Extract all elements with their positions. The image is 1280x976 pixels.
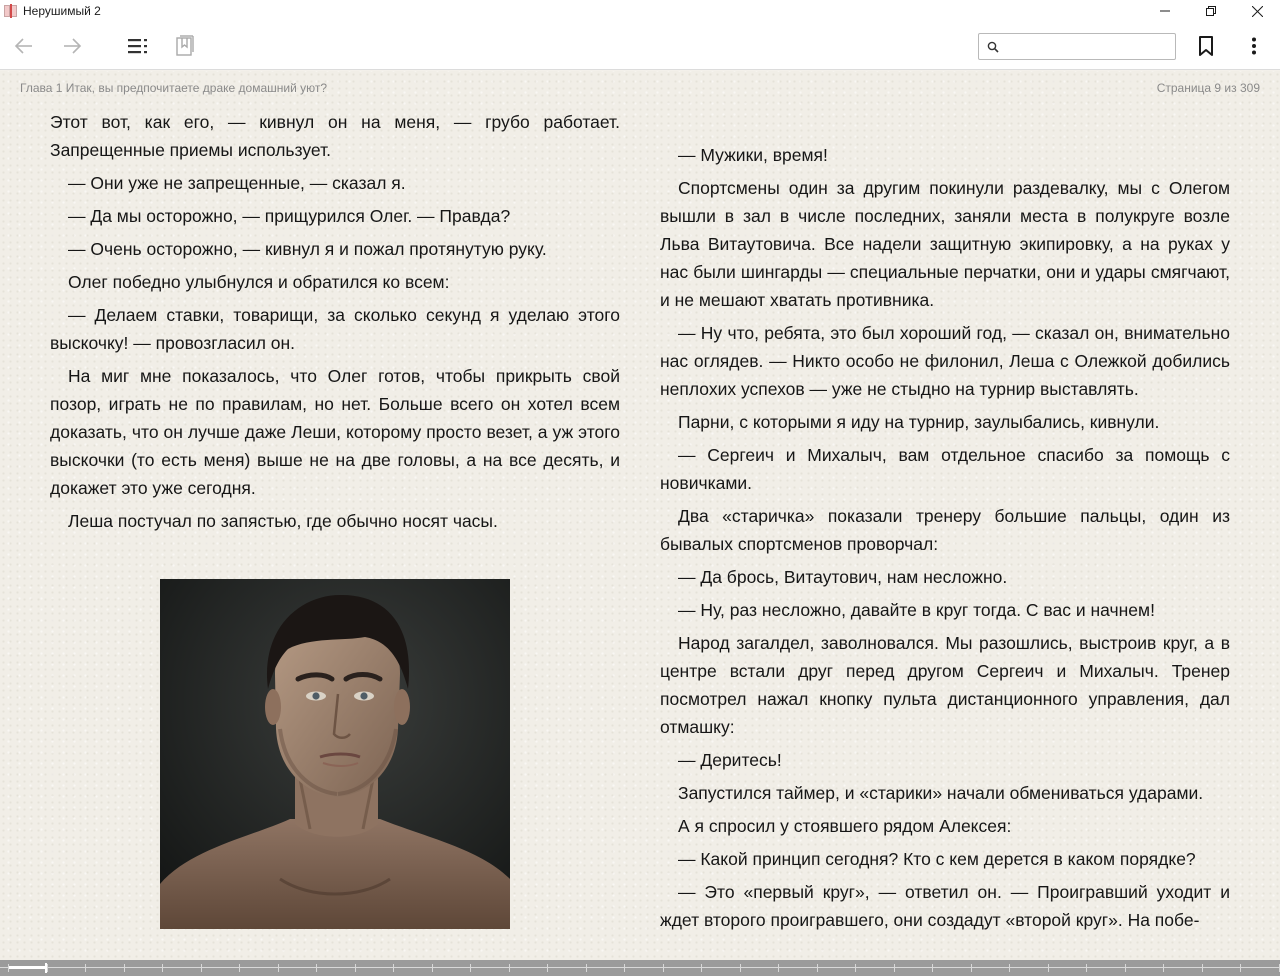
paragraph: — Это «первый круг», — ответил он. — Проигравший уходит и ждет второго проигравшего, они создадут «второй круг». На побе- bbox=[660, 882, 1230, 930]
paragraph: — Ну, раз несложно, давайте в круг тогда. С вас и начнем! bbox=[678, 600, 1155, 620]
search-icon bbox=[985, 38, 1001, 56]
toolbar bbox=[0, 22, 1280, 70]
minimize-button[interactable] bbox=[1142, 0, 1188, 22]
progress-tick bbox=[971, 964, 972, 972]
right-page-text bbox=[660, 141, 1230, 939]
reading-progress-bar[interactable] bbox=[0, 960, 1280, 976]
progress-tick bbox=[8, 964, 9, 972]
paragraph: — Какой принцип сегодня? Кто с кем дерется в каком порядке? bbox=[678, 849, 1196, 869]
more-vertical-icon bbox=[1251, 37, 1257, 55]
more-menu-button[interactable] bbox=[1234, 22, 1274, 70]
paragraph: Спортсмены один за другим покинули раздевалку, мы с Олегом вышли в зал в числе последних, заняли места в полукруге возле Льва Витаутовича. Все надели защитную экипировку, а на руках у нас были шингарды — специальные перчатки, они и удары смягчают, и не мешают хватать противника. bbox=[660, 178, 1230, 310]
book-app-icon bbox=[4, 4, 18, 18]
left-page-text bbox=[50, 108, 620, 540]
progress-tick bbox=[586, 964, 587, 972]
paragraph: Парни, с которыми я иду на турнир, заулыбались, кивнули. bbox=[678, 412, 1160, 432]
progress-tick bbox=[201, 964, 202, 972]
paragraph: Народ загалдел, заволновался. Мы разошлись, выстроив круг, а в центре встали друг перед другом Сергеич и Михалыч. Тренер посмотрел нажал кнопку пульта дистанционного управления, дал отмашку: bbox=[660, 633, 1230, 737]
paragraph: — Очень осторожно, — кивнул я и пожал протянутую руку. bbox=[68, 239, 547, 259]
progress-tick bbox=[470, 964, 471, 972]
progress-tick bbox=[932, 964, 933, 972]
paragraph: — Мужики, время! bbox=[678, 145, 828, 165]
search-field[interactable] bbox=[978, 33, 1176, 60]
progress-tick bbox=[162, 964, 163, 972]
bookmark-icon bbox=[1198, 36, 1214, 56]
paragraph: — Ну что, ребята, это был хороший год, — сказал он, внимательно нас оглядев. — Никто особо не филонил, Леша с Олежкой добились неплохих успехов — уже не стыдно на турнир выставлять. bbox=[660, 323, 1230, 399]
bookmark-button[interactable] bbox=[1186, 22, 1226, 70]
progress-tick bbox=[239, 964, 240, 972]
paragraph: — Сергеич и Михалыч, вам отдельное спасибо за помощь с новичками. bbox=[660, 445, 1230, 493]
arrow-left-icon bbox=[14, 36, 34, 56]
progress-tick bbox=[663, 964, 664, 972]
title-bar bbox=[0, 0, 1280, 22]
search-input[interactable] bbox=[1005, 35, 1175, 59]
paragraph: Леша постучал по запястью, где обычно носят часы. bbox=[68, 511, 498, 531]
progress-fill bbox=[8, 966, 45, 969]
back-button[interactable] bbox=[4, 22, 44, 70]
progress-tick bbox=[778, 964, 779, 972]
progress-tick bbox=[855, 964, 856, 972]
paragraph: — Они уже не запрещенные, — сказал я. bbox=[68, 173, 406, 193]
progress-tick bbox=[355, 964, 356, 972]
progress-track bbox=[0, 967, 1280, 968]
minimize-icon bbox=[1160, 6, 1170, 16]
table-of-contents-icon bbox=[127, 37, 149, 55]
progress-tick bbox=[701, 964, 702, 972]
bookmarks-list-icon bbox=[175, 35, 195, 57]
progress-tick bbox=[509, 964, 510, 972]
paragraph: А я спросил у стоявшего рядом Алексея: bbox=[678, 816, 1012, 836]
progress-tick bbox=[740, 964, 741, 972]
progress-tick bbox=[1240, 964, 1241, 972]
progress-tick bbox=[1009, 964, 1010, 972]
reading-area[interactable] bbox=[0, 71, 1280, 960]
progress-tick bbox=[1086, 964, 1087, 972]
paragraph: — Деритесь! bbox=[678, 750, 782, 770]
window-title: Нерушимый 2 bbox=[23, 4, 101, 18]
restore-icon bbox=[1206, 6, 1216, 16]
table-of-contents-button[interactable] bbox=[118, 22, 158, 70]
progress-tick bbox=[894, 964, 895, 972]
paragraph: Два «старичка» показали тренеру большие пальцы, один из бывалых спортсменов проворчал: bbox=[660, 506, 1230, 554]
close-button[interactable] bbox=[1234, 0, 1280, 22]
progress-tick bbox=[1048, 964, 1049, 972]
window-controls bbox=[1142, 0, 1280, 22]
paragraph: — Делаем ставки, товарищи, за сколько секунд я уделаю этого выскочку! — провозгласил он. bbox=[50, 305, 620, 353]
progress-tick bbox=[817, 964, 818, 972]
arrow-right-icon bbox=[62, 36, 82, 56]
paragraph: — Да брось, Витаутович, нам несложно. bbox=[678, 567, 1008, 587]
forward-button[interactable] bbox=[52, 22, 92, 70]
page-counter: Страница 9 из 309 bbox=[1156, 81, 1260, 95]
bookmarks-list-button[interactable] bbox=[165, 22, 205, 70]
paragraph: Этот вот, как его, — кивнул он на меня, — грубо работает. Запрещенные приемы использует. bbox=[50, 112, 620, 160]
progress-tick bbox=[1163, 964, 1164, 972]
paragraph: Олег победно улыбнулся и обратился ко всем: bbox=[68, 272, 450, 292]
progress-tick bbox=[278, 964, 279, 972]
progress-tick bbox=[432, 964, 433, 972]
close-icon bbox=[1252, 6, 1263, 17]
illustration-portrait bbox=[160, 579, 510, 929]
progress-tick bbox=[316, 964, 317, 972]
paragraph: — Да мы осторожно, — прищурился Олег. — Правда? bbox=[68, 206, 511, 226]
restore-button[interactable] bbox=[1188, 0, 1234, 22]
progress-tick bbox=[624, 964, 625, 972]
progress-tick bbox=[85, 964, 86, 972]
paragraph: Запустился таймер, и «старики» начали обмениваться ударами. bbox=[678, 783, 1204, 803]
progress-tick bbox=[124, 964, 125, 972]
progress-tick bbox=[47, 964, 48, 972]
progress-tick bbox=[547, 964, 548, 972]
progress-tick bbox=[1202, 964, 1203, 972]
chapter-title: Глава 1 Итак, вы предпочитаете драке домашний уют? bbox=[20, 81, 328, 95]
progress-tick bbox=[393, 964, 394, 972]
paragraph: На миг мне показалось, что Олег готов, чтобы прикрыть свой позор, играть не по правилам, но нет. Больше всего он хотел всем доказать, что он лучше даже Леши, которому просто везет, а уж этого выскочки (то есть меня) выше не на две головы, а на все десять, и докажет это уже сегодня. bbox=[50, 366, 620, 498]
progress-tick bbox=[1125, 964, 1126, 972]
